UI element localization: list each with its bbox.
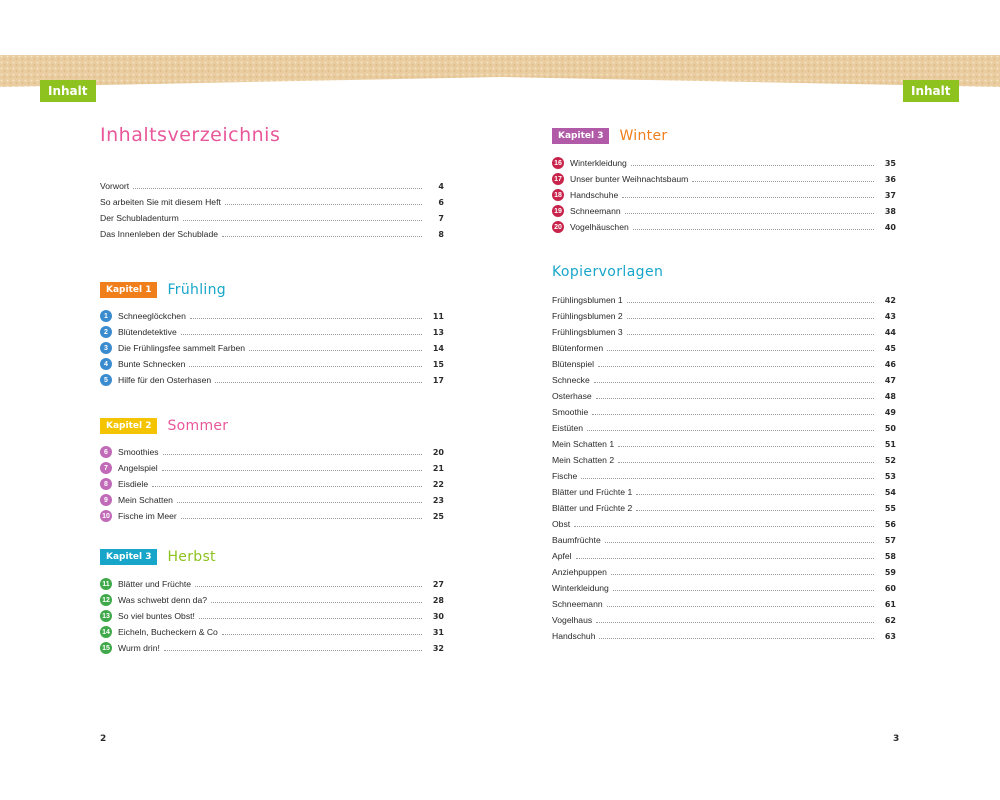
toc-entry[interactable] bbox=[552, 596, 896, 612]
entry-page: 60 bbox=[884, 583, 896, 593]
chapter-4-heading bbox=[552, 127, 667, 145]
toc-entry[interactable] bbox=[552, 452, 896, 468]
entry-page: 51 bbox=[884, 439, 896, 449]
entry-number: 5 bbox=[100, 374, 112, 386]
entry-label: Fische im Meer bbox=[118, 511, 177, 521]
page-number-left: 2 bbox=[100, 734, 107, 744]
toc-entry[interactable] bbox=[552, 308, 896, 324]
entry-label: Vorwort bbox=[100, 181, 130, 191]
chapter-name: Winter bbox=[619, 128, 668, 144]
dot-leader bbox=[177, 502, 422, 503]
dot-leader bbox=[627, 302, 874, 303]
entry-number: 19 bbox=[552, 205, 564, 217]
entry-label: Smoothies bbox=[118, 447, 159, 457]
entry-number: 11 bbox=[100, 578, 112, 590]
dot-leader bbox=[633, 229, 874, 230]
toc-entry[interactable] bbox=[552, 292, 896, 308]
entry-number: 8 bbox=[100, 478, 112, 490]
entry-label: Anziehpuppen bbox=[552, 567, 607, 577]
entry-page: 48 bbox=[884, 391, 896, 401]
dot-leader bbox=[222, 634, 422, 635]
chapter-name: Herbst bbox=[167, 549, 216, 565]
entry-label: Blütendetektive bbox=[118, 327, 177, 337]
entry-label: Mein Schatten 1 bbox=[552, 439, 615, 449]
entry-label: Frühlingsblumen 1 bbox=[552, 295, 623, 305]
dot-leader bbox=[195, 586, 422, 587]
dot-leader bbox=[636, 494, 874, 495]
kopiervorlagen-list bbox=[552, 292, 896, 644]
entry-page: 25 bbox=[432, 511, 444, 521]
dot-leader bbox=[211, 602, 422, 603]
entry-label: Unser bunter Weihnachtsbaum bbox=[570, 174, 689, 184]
entry-page: 14 bbox=[432, 343, 444, 353]
entry-page: 30 bbox=[432, 611, 444, 621]
toc-entry[interactable] bbox=[552, 356, 896, 372]
entry-number: 17 bbox=[552, 173, 564, 185]
entry-number: 9 bbox=[100, 494, 112, 506]
toc-entry[interactable] bbox=[100, 178, 444, 194]
chapter-name: Sommer bbox=[167, 418, 229, 434]
entry-label: Der Schubladenturm bbox=[100, 213, 179, 223]
dot-leader bbox=[622, 197, 874, 198]
entry-label: So viel buntes Obst! bbox=[118, 611, 195, 621]
entry-page: 27 bbox=[432, 579, 444, 589]
toc-entry[interactable] bbox=[100, 324, 444, 340]
entry-label: Blätter und Früchte 1 bbox=[552, 487, 633, 497]
entry-page: 46 bbox=[884, 359, 896, 369]
toc-entry[interactable] bbox=[100, 576, 444, 592]
toc-entry[interactable] bbox=[100, 640, 444, 656]
toc-entry[interactable] bbox=[552, 484, 896, 500]
toc-entry[interactable] bbox=[100, 592, 444, 608]
toc-entry[interactable] bbox=[552, 612, 896, 628]
entry-page: 6 bbox=[438, 197, 444, 207]
entry-number: 14 bbox=[100, 626, 112, 638]
entry-label: Handschuhe bbox=[570, 190, 619, 200]
dot-leader bbox=[631, 165, 874, 166]
dot-leader bbox=[189, 366, 422, 367]
toc-entry[interactable] bbox=[100, 226, 444, 242]
chapter-name: Frühling bbox=[167, 282, 226, 298]
dot-leader bbox=[225, 204, 422, 205]
toc-entry[interactable] bbox=[552, 372, 896, 388]
entry-page: 7 bbox=[438, 213, 444, 223]
dot-leader bbox=[215, 382, 422, 383]
toc-entry[interactable] bbox=[100, 210, 444, 226]
toc-entry[interactable] bbox=[552, 203, 896, 219]
entry-label: Schneemann bbox=[570, 206, 621, 216]
toc-entry[interactable] bbox=[100, 194, 444, 210]
entry-page: 59 bbox=[884, 567, 896, 577]
page-number-right: 3 bbox=[893, 734, 900, 744]
chapter-1-list bbox=[100, 308, 444, 388]
entry-label: Eisdiele bbox=[118, 479, 149, 489]
entry-number: 3 bbox=[100, 342, 112, 354]
entry-label: Frühlingsblumen 3 bbox=[552, 327, 623, 337]
entry-label: Eicheln, Bucheckern & Co bbox=[118, 627, 218, 637]
entry-label: Vogelhaus bbox=[552, 615, 593, 625]
toc-entry[interactable] bbox=[100, 444, 444, 460]
toc-entry[interactable] bbox=[552, 468, 896, 484]
toc-entry[interactable] bbox=[100, 508, 444, 524]
toc-entry[interactable] bbox=[552, 404, 896, 420]
entry-page: 38 bbox=[884, 206, 896, 216]
dot-leader bbox=[183, 220, 422, 221]
entry-number: 15 bbox=[100, 642, 112, 654]
entry-page: 22 bbox=[432, 479, 444, 489]
entry-label: Bunte Schnecken bbox=[118, 359, 186, 369]
entry-page: 15 bbox=[432, 359, 444, 369]
dot-leader bbox=[164, 650, 422, 651]
dot-leader bbox=[636, 510, 874, 511]
chapter-4-list bbox=[552, 155, 896, 235]
entry-page: 21 bbox=[432, 463, 444, 473]
dot-leader bbox=[181, 334, 422, 335]
kopiervorlagen-title: Kopiervorlagen bbox=[552, 264, 664, 280]
dot-leader bbox=[596, 622, 874, 623]
entry-number: 16 bbox=[552, 157, 564, 169]
entry-label: Mein Schatten 2 bbox=[552, 455, 615, 465]
entry-number: 13 bbox=[100, 610, 112, 622]
entry-label: Blätter und Früchte 2 bbox=[552, 503, 633, 513]
entry-label: Osterhase bbox=[552, 391, 592, 401]
entry-label: Hilfe für den Osterhasen bbox=[118, 375, 212, 385]
chapter-2-heading bbox=[100, 417, 228, 435]
toc-entry[interactable] bbox=[552, 219, 896, 235]
chapter-2-list bbox=[100, 444, 444, 524]
dot-leader bbox=[249, 350, 422, 351]
entry-page: 55 bbox=[884, 503, 896, 513]
toc-entry[interactable] bbox=[100, 372, 444, 388]
entry-page: 53 bbox=[884, 471, 896, 481]
entry-label: Schnecke bbox=[552, 375, 590, 385]
dot-leader bbox=[574, 526, 874, 527]
dot-leader bbox=[592, 414, 874, 415]
entry-page: 13 bbox=[432, 327, 444, 337]
toc-entry[interactable] bbox=[100, 492, 444, 508]
entry-label: Obst bbox=[552, 519, 571, 529]
dot-leader bbox=[692, 181, 874, 182]
entry-page: 56 bbox=[884, 519, 896, 529]
dot-leader bbox=[613, 590, 874, 591]
entry-number: 6 bbox=[100, 446, 112, 458]
toc-entry[interactable] bbox=[100, 460, 444, 476]
dot-leader bbox=[133, 188, 422, 189]
dot-leader bbox=[587, 430, 874, 431]
toc-entry[interactable] bbox=[552, 155, 896, 171]
entry-label: Blütenspiel bbox=[552, 359, 595, 369]
dot-leader bbox=[618, 462, 874, 463]
toc-entry[interactable] bbox=[552, 187, 896, 203]
header-tab-right: Inhalt bbox=[903, 80, 959, 102]
toc-entry[interactable] bbox=[100, 340, 444, 356]
entry-number: 10 bbox=[100, 510, 112, 522]
entry-label: Schneeglöckchen bbox=[118, 311, 186, 321]
entry-page: 50 bbox=[884, 423, 896, 433]
entry-number: 7 bbox=[100, 462, 112, 474]
toc-entry[interactable] bbox=[100, 476, 444, 492]
entry-label: So arbeiten Sie mit diesem Heft bbox=[100, 197, 221, 207]
toc-entry[interactable] bbox=[552, 500, 896, 516]
entry-page: 54 bbox=[884, 487, 896, 497]
entry-page: 57 bbox=[884, 535, 896, 545]
entry-page: 40 bbox=[884, 222, 896, 232]
entry-page: 36 bbox=[884, 174, 896, 184]
chapter-badge: Kapitel 2 bbox=[100, 418, 157, 434]
dot-leader bbox=[199, 618, 422, 619]
toc-entry[interactable] bbox=[552, 171, 896, 187]
entry-label: Eistüten bbox=[552, 423, 584, 433]
entry-label: Blütenformen bbox=[552, 343, 604, 353]
toc-entry[interactable] bbox=[552, 532, 896, 548]
entry-page: 31 bbox=[432, 627, 444, 637]
dot-leader bbox=[181, 518, 422, 519]
dot-leader bbox=[605, 542, 874, 543]
entry-label: Schneemann bbox=[552, 599, 603, 609]
chapter-1-heading bbox=[100, 281, 226, 299]
entry-label: Was schwebt denn da? bbox=[118, 595, 208, 605]
toc-entry[interactable] bbox=[552, 548, 896, 564]
entry-page: 11 bbox=[432, 311, 444, 321]
entry-page: 44 bbox=[884, 327, 896, 337]
toc-entry[interactable] bbox=[100, 624, 444, 640]
dot-leader bbox=[598, 366, 874, 367]
entry-page: 20 bbox=[432, 447, 444, 457]
dot-leader bbox=[607, 606, 874, 607]
entry-number: 12 bbox=[100, 594, 112, 606]
chapter-badge: Kapitel 3 bbox=[552, 128, 609, 144]
entry-page: 8 bbox=[438, 229, 444, 239]
entry-label: Winterkleidung bbox=[570, 158, 627, 168]
dot-leader bbox=[611, 574, 874, 575]
entry-label: Fische bbox=[552, 471, 578, 481]
dot-leader bbox=[576, 558, 874, 559]
toc-entry[interactable] bbox=[100, 608, 444, 624]
entry-number: 18 bbox=[552, 189, 564, 201]
toc-entry[interactable] bbox=[552, 388, 896, 404]
entry-page: 45 bbox=[884, 343, 896, 353]
entry-label: Apfel bbox=[552, 551, 572, 561]
entry-page: 58 bbox=[884, 551, 896, 561]
entry-page: 28 bbox=[432, 595, 444, 605]
toc-entry[interactable] bbox=[552, 516, 896, 532]
toc-entry[interactable] bbox=[552, 580, 896, 596]
entry-label: Blätter und Früchte bbox=[118, 579, 192, 589]
dot-leader bbox=[152, 486, 422, 487]
dot-leader bbox=[163, 454, 422, 455]
chapter-3-list bbox=[100, 576, 444, 656]
dot-leader bbox=[190, 318, 422, 319]
toc-entry[interactable] bbox=[552, 628, 896, 644]
entry-page: 61 bbox=[884, 599, 896, 609]
page-title: Inhaltsverzeichnis bbox=[100, 124, 281, 146]
toc-entry[interactable] bbox=[100, 356, 444, 372]
dot-leader bbox=[627, 318, 874, 319]
entry-page: 42 bbox=[884, 295, 896, 305]
entry-label: Winterkleidung bbox=[552, 583, 609, 593]
entry-page: 35 bbox=[884, 158, 896, 168]
entry-label: Vogelhäuschen bbox=[570, 222, 629, 232]
dot-leader bbox=[627, 334, 874, 335]
entry-page: 4 bbox=[438, 181, 444, 191]
entry-page: 23 bbox=[432, 495, 444, 505]
entry-label: Angelspiel bbox=[118, 463, 158, 473]
toc-entry[interactable] bbox=[552, 564, 896, 580]
chapter-badge: Kapitel 3 bbox=[100, 549, 157, 565]
decorative-banner bbox=[0, 55, 1000, 100]
entry-number: 1 bbox=[100, 310, 112, 322]
toc-entry[interactable] bbox=[552, 420, 896, 436]
dot-leader bbox=[594, 382, 874, 383]
entry-number: 2 bbox=[100, 326, 112, 338]
entry-number: 20 bbox=[552, 221, 564, 233]
entry-page: 52 bbox=[884, 455, 896, 465]
intro-list bbox=[100, 178, 444, 242]
chapter-badge: Kapitel 1 bbox=[100, 282, 157, 298]
entry-label: Handschuh bbox=[552, 631, 596, 641]
dot-leader bbox=[625, 213, 874, 214]
toc-entry[interactable] bbox=[552, 436, 896, 452]
entry-page: 47 bbox=[884, 375, 896, 385]
entry-label: Baumfrüchte bbox=[552, 535, 601, 545]
dot-leader bbox=[162, 470, 422, 471]
entry-label: Das Innenleben der Schublade bbox=[100, 229, 219, 239]
toc-entry[interactable] bbox=[552, 324, 896, 340]
entry-page: 63 bbox=[884, 631, 896, 641]
entry-page: 43 bbox=[884, 311, 896, 321]
entry-label: Die Frühlingsfee sammelt Farben bbox=[118, 343, 246, 353]
dot-leader bbox=[222, 236, 422, 237]
entry-page: 32 bbox=[432, 643, 444, 653]
dot-leader bbox=[596, 398, 874, 399]
entry-page: 62 bbox=[884, 615, 896, 625]
chapter-3-heading bbox=[100, 548, 216, 566]
dot-leader bbox=[599, 638, 874, 639]
entry-label: Smoothie bbox=[552, 407, 589, 417]
entry-label: Wurm drin! bbox=[118, 643, 160, 653]
dot-leader bbox=[618, 446, 874, 447]
toc-entry[interactable] bbox=[552, 340, 896, 356]
dot-leader bbox=[581, 478, 874, 479]
entry-page: 49 bbox=[884, 407, 896, 417]
entry-page: 37 bbox=[884, 190, 896, 200]
header-tab-left: Inhalt bbox=[40, 80, 96, 102]
entry-label: Mein Schatten bbox=[118, 495, 173, 505]
entry-page: 17 bbox=[432, 375, 444, 385]
entry-number: 4 bbox=[100, 358, 112, 370]
entry-label: Frühlingsblumen 2 bbox=[552, 311, 623, 321]
toc-entry[interactable] bbox=[100, 308, 444, 324]
dot-leader bbox=[607, 350, 874, 351]
